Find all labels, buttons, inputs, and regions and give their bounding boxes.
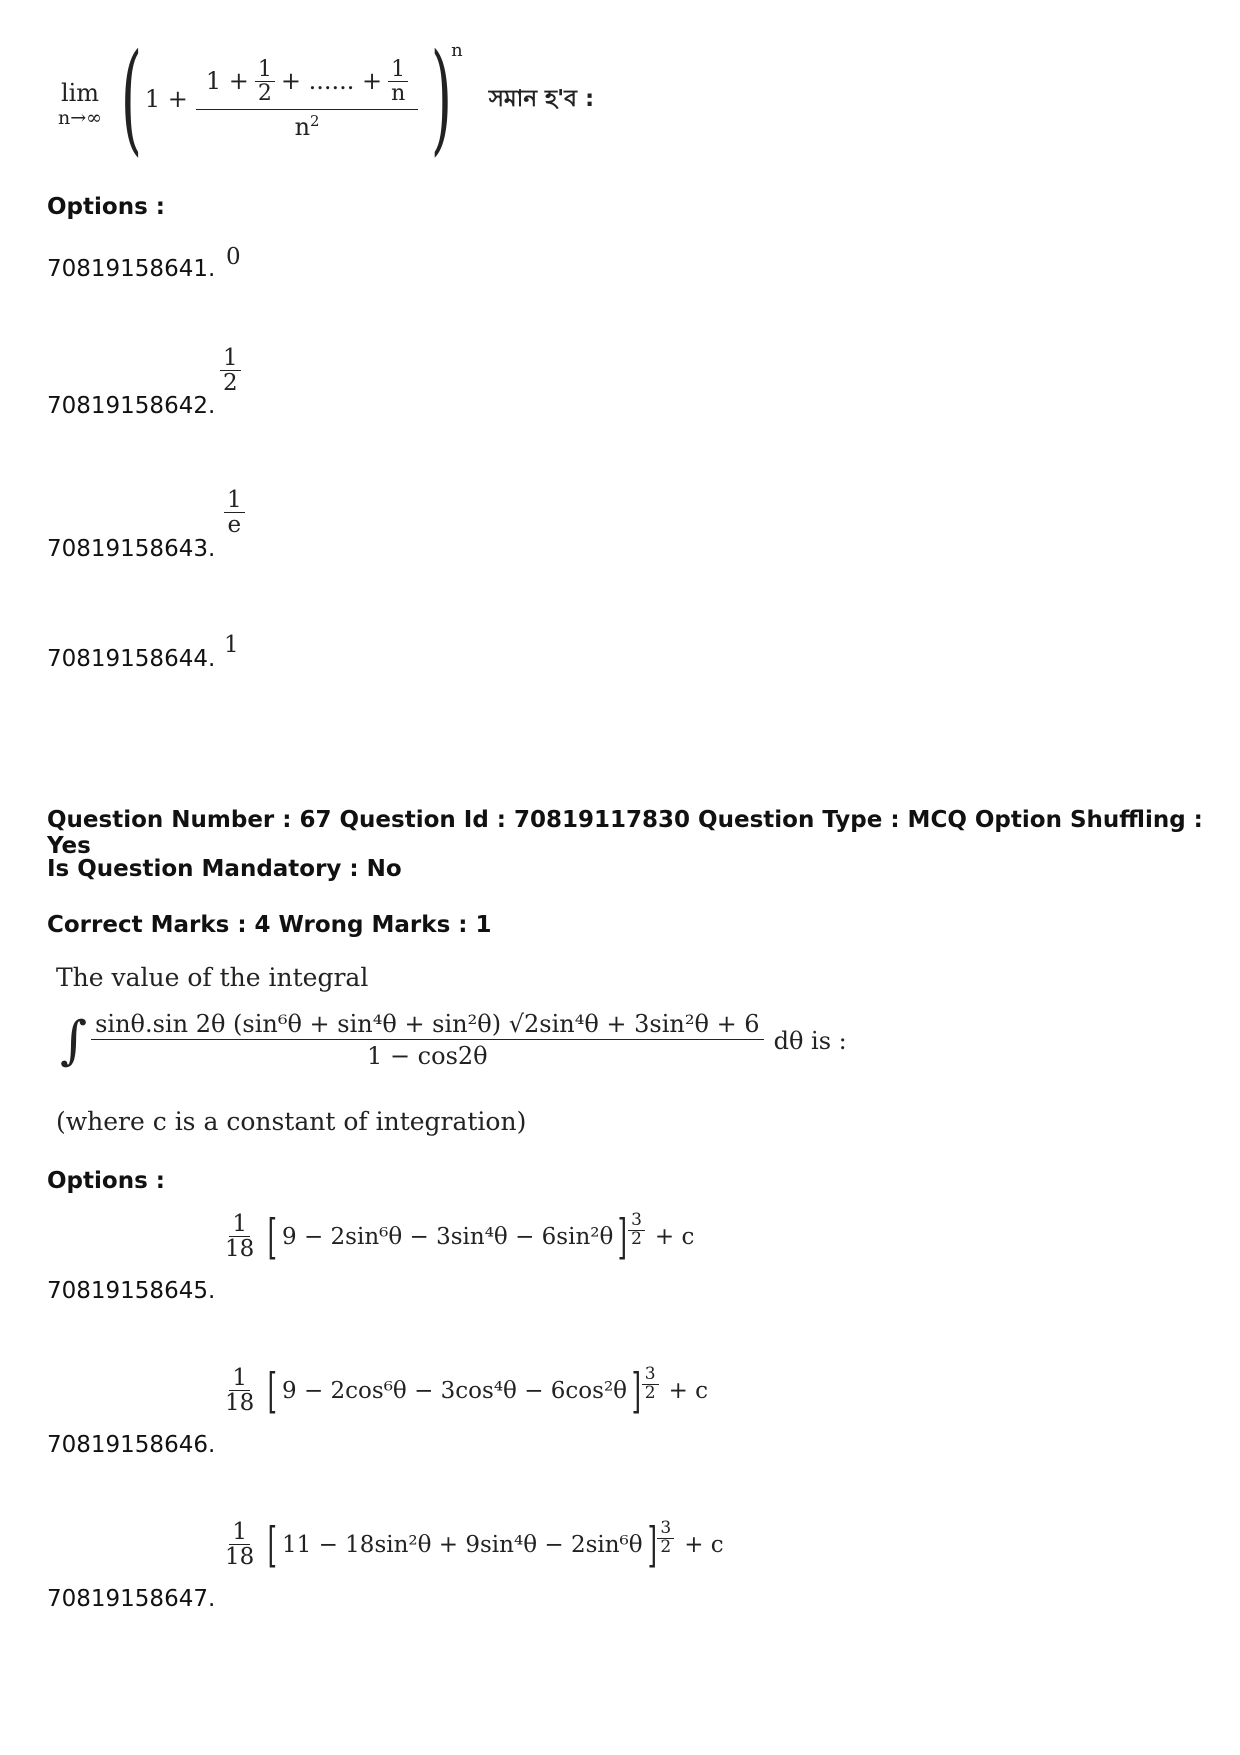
question-mandatory: Is Question Mandatory : No xyxy=(47,856,402,882)
question-header: Question Number : 67 Question Id : 70819117830 Question Type : MCQ Option Shuffling : Yes xyxy=(47,807,1203,859)
fraction-numerator: 1 xyxy=(224,488,245,513)
coef-fraction xyxy=(222,1520,257,1569)
power-fraction xyxy=(642,1366,659,1403)
option-expression xyxy=(222,1362,709,1419)
option-fraction xyxy=(220,346,241,395)
fraction-denominator: 2 xyxy=(223,370,238,397)
coef-denominator: 18 xyxy=(225,1544,255,1571)
limit-subscript: n→∞ xyxy=(58,107,102,129)
inner-fraction xyxy=(196,58,418,140)
right-bracket: ] xyxy=(631,1362,642,1419)
option-id: 70819158645. xyxy=(47,1278,216,1304)
option-id: 70819158643. xyxy=(47,536,216,562)
recip-fraction xyxy=(388,58,408,105)
marks-line: Correct Marks : 4 Wrong Marks : 1 xyxy=(47,912,492,938)
option-value: 0 xyxy=(226,244,241,270)
option-id: 70819158647. xyxy=(47,1586,216,1612)
limit-operator xyxy=(58,79,102,129)
half-fraction xyxy=(255,58,275,105)
power-denominator: 2 xyxy=(660,1536,672,1557)
option-expression xyxy=(222,1208,695,1265)
den-exponent: 2 xyxy=(310,112,320,130)
left-bracket: [ xyxy=(267,1208,278,1265)
option-id: 70819158642. xyxy=(47,393,216,419)
option-fraction xyxy=(224,488,245,537)
power-denominator: 2 xyxy=(644,1382,656,1403)
coef-fraction xyxy=(222,1366,257,1415)
integral-expression xyxy=(60,1012,847,1069)
integral-sign: ∫ xyxy=(60,1010,88,1071)
fraction-numerator: 1 xyxy=(220,346,241,371)
options-label-q66: Options : xyxy=(47,194,165,220)
inner-denominator xyxy=(292,110,323,140)
constant-term: + c xyxy=(684,1531,724,1558)
integral-suffix: dθ is : xyxy=(773,1026,847,1055)
outer-exponent: n xyxy=(451,40,463,61)
limit-expression xyxy=(58,29,595,168)
left-bracket: [ xyxy=(267,1516,278,1573)
integrand-fraction xyxy=(91,1012,763,1069)
question-intro: The value of the integral xyxy=(56,963,369,992)
option-body: 9 − 2sin⁶θ − 3sin⁴θ − 6sin²θ xyxy=(282,1223,614,1250)
den-base: n xyxy=(294,113,311,141)
option-id: 70819158646. xyxy=(47,1432,216,1458)
right-bracket: ] xyxy=(618,1208,628,1265)
constant-term: + c xyxy=(668,1377,709,1404)
power-denominator: 2 xyxy=(631,1228,642,1249)
option-body: 11 − 18sin²θ + 9sin⁴θ − 2sin⁶θ xyxy=(282,1531,643,1558)
power-numerator: 3 xyxy=(642,1366,659,1385)
recip-numerator: 1 xyxy=(388,58,408,82)
half-denominator: 2 xyxy=(257,80,272,106)
power-numerator: 3 xyxy=(657,1520,674,1539)
option-body: 9 − 2cos⁶θ − 3cos⁴θ − 6cos²θ xyxy=(282,1377,628,1404)
constant-term: + c xyxy=(654,1223,695,1250)
integrand-numerator: sinθ.sin 2θ (sin⁶θ + sin⁴θ + sin²θ) √2sin⁴θ + 3sin²θ + 6 xyxy=(91,1012,763,1040)
coef-denominator: 18 xyxy=(225,1390,255,1417)
half-numerator: 1 xyxy=(255,58,275,82)
power-fraction xyxy=(628,1212,645,1249)
option-expression xyxy=(222,1516,724,1573)
coef-fraction xyxy=(222,1212,257,1261)
right-bracket: ] xyxy=(647,1516,657,1573)
power-numerator: 3 xyxy=(628,1212,645,1231)
recip-denominator: n xyxy=(391,80,406,106)
power-fraction xyxy=(657,1520,674,1557)
option-id: 70819158644. xyxy=(47,646,216,672)
integration-note: (where c is a constant of integration) xyxy=(56,1107,527,1136)
option-id: 70819158641. xyxy=(47,256,216,282)
option-value: 1 xyxy=(224,632,239,658)
integrand-denominator: 1 − cos2θ xyxy=(367,1042,488,1071)
coef-numerator: 1 xyxy=(229,1366,250,1391)
coef-numerator: 1 xyxy=(229,1520,250,1545)
coef-denominator: 18 xyxy=(225,1236,255,1263)
left-paren: ( xyxy=(120,29,142,168)
coef-numerator: 1 xyxy=(229,1212,250,1237)
right-paren: ) xyxy=(431,29,453,168)
options-label-q67: Options : xyxy=(47,1168,165,1194)
fraction-denominator: e xyxy=(227,512,242,539)
one-plus: 1 + xyxy=(144,85,188,113)
limit-label: lim xyxy=(60,79,100,107)
inner-dots: + ...... + xyxy=(280,66,383,95)
left-bracket: [ xyxy=(267,1362,278,1419)
inner-num-one-plus: 1 + xyxy=(205,66,249,95)
inner-numerator xyxy=(196,58,418,110)
bengali-suffix: সমান হ'ব : xyxy=(488,85,595,112)
